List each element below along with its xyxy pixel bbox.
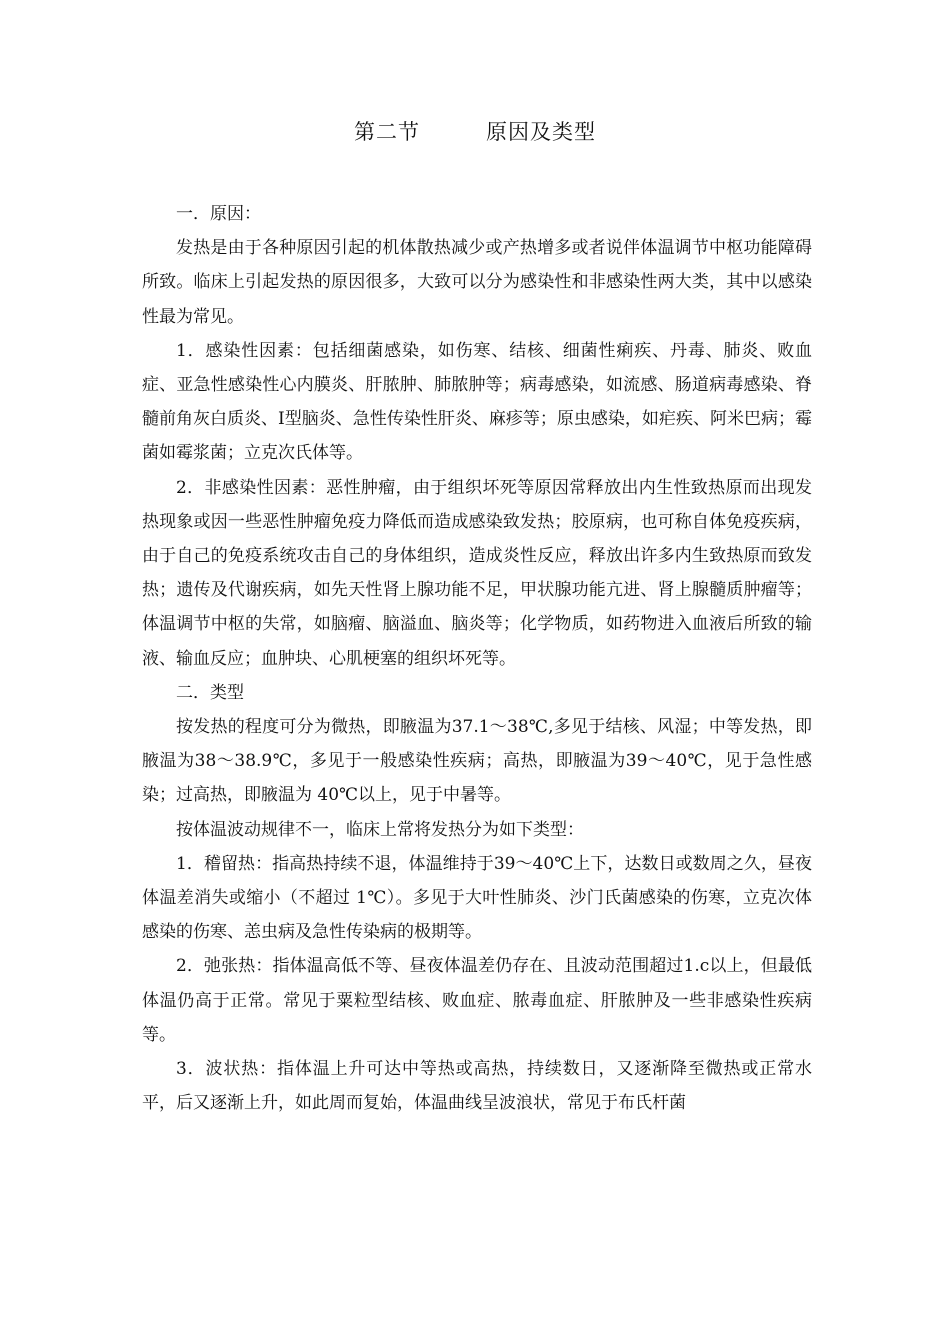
paragraph-fever-degree: 按发热的程度可分为微热，即腋温为37.1～38℃,多见于结核、风湿；中等发热，即腋温为38～38.9℃，多见于一般感染性疾病；高热，即腋温为39～40℃，见于急性感染；过高热，即腋温为 40℃以上，见于中暑等。 [142,717,812,806]
paragraph-infectious: 1．感染性因素：包括细菌感染，如伤寒、结核、细菌性痢疾、丹毒、肺炎、败血症、亚急性感染性心内膜炎、肝脓肿、肺脓肿等；病毒感染，如流感、肠道病毒感染、脊髓前角灰白质炎、Ⅰ型脑炎、急性传染性肝炎、麻疹等；原虫感染，如疟疾、阿米巴病；霉菌如霉浆菌；立克次氏体等。 [142,340,812,464]
paragraph-noninfectious: 2．非感染性因素：恶性肿瘤，由于组织坏死等原因常释放出内生性致热原而出现发热现象或因一些恶性肿瘤免疫力降低而造成感染致发热；胶原病，也可称自体免疫疾病，由于自己的免疫系统攻击自己的身体组织，造成炎性反应，释放出许多内生致热原而致发热；遗传及代谢疾病，如先天性肾上腺功能不足，甲状腺功能亢进、肾上腺髓质肿瘤等；体温调节中枢的失常，如脑瘤、脑溢血、脑炎等；化学物质，如药物进入血液后所致的输液、输血反应；血肿块、心肌梗塞的组织坏死等。 [142,477,812,669]
paragraph-undulant-fever: 3．波状热：指体温上升可达中等热或高热，持续数日，又逐渐降至微热或正常水平，后又逐渐上升，如此周而复始，体温曲线呈波浪状，常见于布氏杆菌 [142,1059,812,1114]
heading-types: 二．类型 [176,682,244,703]
document-body [142,197,812,1120]
section-title [0,116,950,148]
section-heading: 原因及类型 [486,120,596,144]
paragraph-remittent-fever: 2．弛张热：指体温高低不等、昼夜体温差仍存在、且波动范围超过1.c以上，但最低体温仍高于正常。常见于粟粒型结核、败血症、脓毒血症、肝脓肿及一些非感染性疾病等。 [142,956,812,1045]
paragraph-intro: 发热是由于各种原因引起的机体散热减少或产热增多或者说伴体温调节中枢功能障碍所致。临床上引起发热的原因很多，大致可以分为感染性和非感染性两大类，其中以感染性最为常见。 [142,238,812,327]
heading-causes: 一．原因： [176,204,261,224]
paragraph-continued-fever: 1．稽留热：指高热持续不退，体温维持于39～40℃上下，达数日或数周之久，昼夜体温差消失或缩小（不超过 1℃）。多见于大叶性肺炎、沙门氏菌感染的伤寒，立克次体感染的伤寒、恙虫病及急性传染病的极期等。 [142,853,812,943]
paragraph-fever-pattern-intro: 按体温波动规律不一，临床上常将发热分为如下类型： [176,819,584,840]
section-number: 第二节 [354,120,420,144]
